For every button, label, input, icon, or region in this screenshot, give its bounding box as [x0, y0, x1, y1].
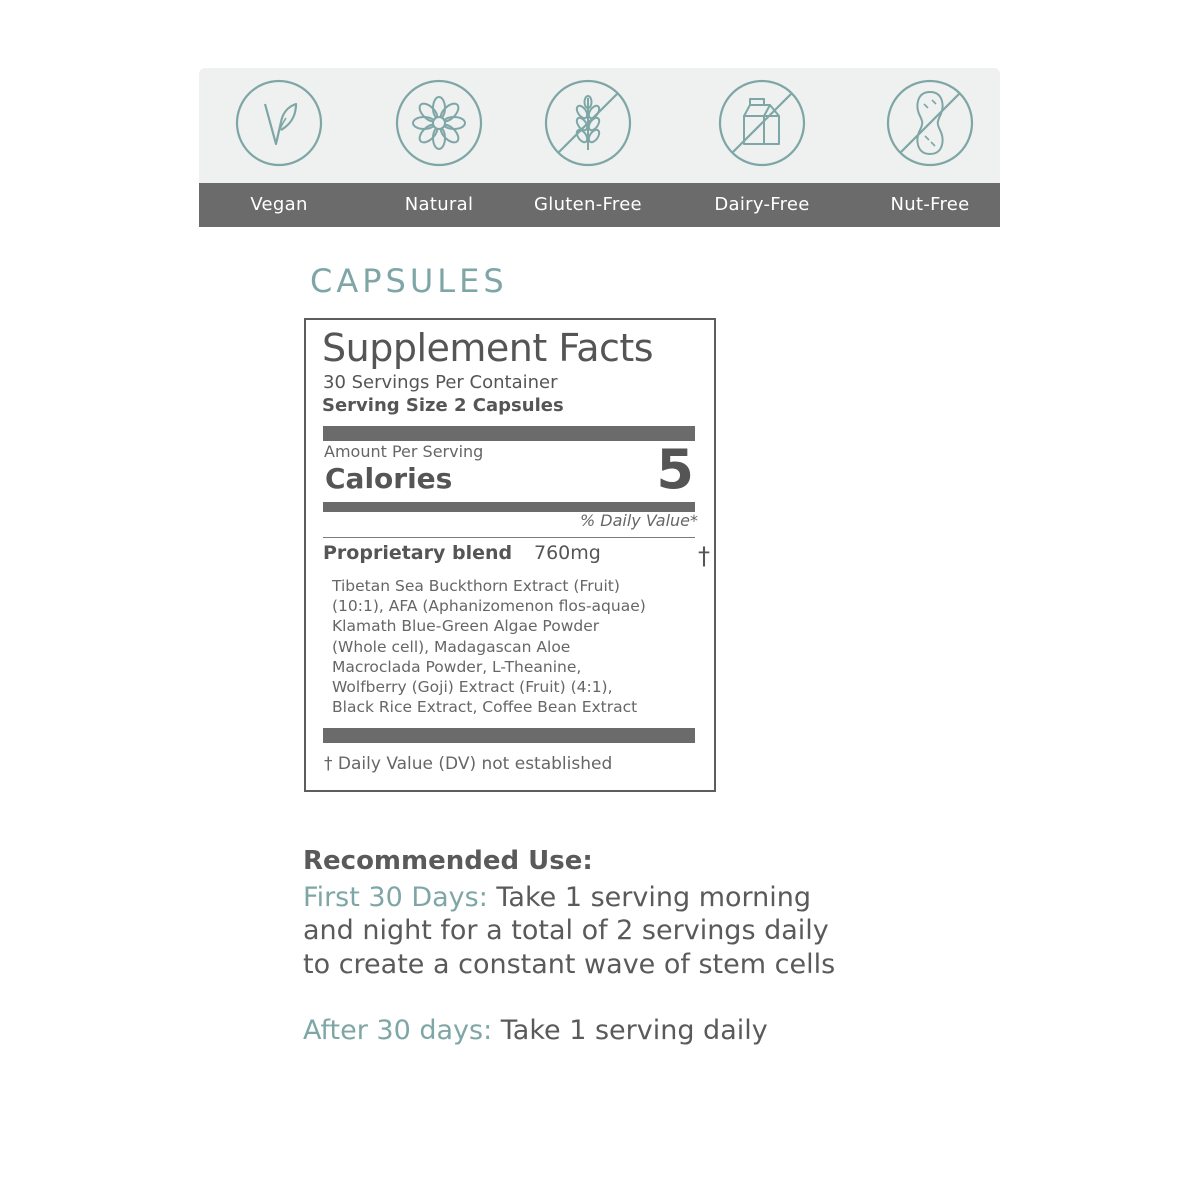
amount-per-serving: Amount Per Serving [324, 442, 484, 461]
badge-natural [359, 68, 519, 227]
divider-bar [323, 426, 695, 441]
ingredients-line: (Whole cell), Madagascan Aloe [332, 637, 571, 656]
flower-icon [394, 78, 484, 168]
ingredients-line: Klamath Blue-Green Algae Powder [332, 617, 600, 636]
badge-label: Natural [404, 194, 474, 215]
first-30-days-line-3: to create a constant wave of stem cells [303, 949, 836, 980]
first-30-days-text: Take 1 serving morning [487, 882, 812, 913]
badge-nut-free [850, 68, 1000, 227]
badge-gluten-free [508, 68, 668, 227]
dagger-mark: † [698, 542, 710, 570]
ingredients-line: Black Rice Extract, Coffee Bean Extract [332, 698, 638, 717]
wheat-crossed-icon [543, 78, 633, 168]
ingredients-line: Wolfberry (Goji) Extract (Fruit) (4:1), [332, 678, 613, 697]
ingredients-line: Tibetan Sea Buckthorn Extract (Fruit) [332, 577, 620, 595]
servings-per-container: 30 Servings Per Container [323, 372, 558, 393]
daily-value-header: % Daily Value* [579, 511, 698, 530]
badge-label: Gluten-Free [534, 194, 642, 215]
after-30-days-text: Take 1 serving daily [492, 1015, 768, 1046]
dv-footnote: † Daily Value (DV) not established [324, 754, 613, 774]
calories-label: Calories [325, 462, 453, 495]
diet-badge-banner [199, 68, 1000, 227]
section-title: CAPSULES [310, 262, 508, 300]
badge-vegan [199, 68, 359, 227]
first-30-days-label: First 30 Days: [303, 882, 488, 913]
leaf-icon [234, 78, 324, 168]
badge-label: Nut-Free [890, 194, 970, 215]
calories-value: 5 [656, 438, 694, 501]
ingredients-line: (10:1), AFA (Aphanizomenon flos-aquae) [332, 597, 646, 616]
badge-dairy-free [682, 68, 842, 227]
ingredients-list [332, 576, 692, 717]
after-30-days-line [303, 1015, 768, 1046]
serving-size: Serving Size 2 Capsules [322, 395, 564, 416]
supplement-facts-panel [304, 318, 716, 792]
after-30-days-label: After 30 days: [303, 1015, 493, 1046]
first-30-days-line-1 [303, 882, 811, 913]
divider-line [323, 537, 695, 538]
facts-title: Supplement Facts [322, 326, 654, 370]
ingredients-line: Macroclada Powder, L-Theanine, [332, 657, 582, 676]
peanut-crossed-icon [885, 78, 975, 168]
blend-amount: 760mg [534, 542, 601, 564]
milk-carton-crossed-icon [717, 78, 807, 168]
badge-label: Dairy-Free [714, 194, 810, 215]
divider-bar [323, 728, 695, 743]
blend-label: Proprietary blend [323, 542, 513, 564]
recommended-use-title: Recommended Use: [303, 846, 593, 876]
badge-label: Vegan [250, 194, 308, 215]
first-30-days-line-2: and night for a total of 2 servings daily [303, 915, 829, 946]
